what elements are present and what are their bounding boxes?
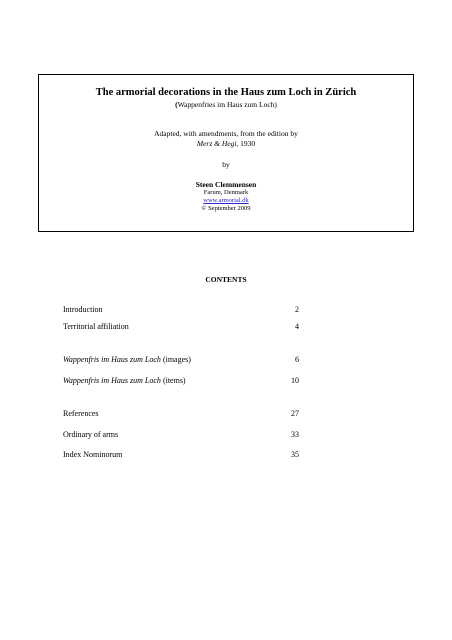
title-block bbox=[38, 74, 414, 232]
adapted-note: Adapted, with amendments, from the edition by bbox=[154, 129, 298, 138]
toc-page: 6 bbox=[295, 355, 299, 364]
subtitle-open-paren: ( bbox=[175, 100, 178, 109]
document-title: The armorial decorations in the Haus zum Loch in Zürich bbox=[95, 87, 357, 98]
toc-page: 35 bbox=[291, 450, 299, 459]
toc-label-suffix: (items) bbox=[160, 376, 186, 385]
toc-page: 10 bbox=[291, 376, 299, 385]
website-link[interactable]: www.armorial.dk bbox=[203, 197, 249, 204]
toc-item-ordinary-of-arms[interactable] bbox=[63, 430, 299, 442]
toc-page: 2 bbox=[295, 305, 299, 314]
toc-page: 33 bbox=[291, 430, 299, 439]
toc-item-wappenfris-items[interactable] bbox=[63, 376, 299, 388]
edition-credit bbox=[39, 139, 413, 148]
toc-item-introduction[interactable] bbox=[63, 305, 299, 317]
document-subtitle bbox=[39, 100, 413, 109]
author-place: Farum, Denmark bbox=[203, 189, 249, 196]
toc-item-references[interactable] bbox=[63, 409, 299, 421]
toc-label: Territorial affiliation bbox=[63, 322, 129, 331]
edition-year: , 1930 bbox=[236, 139, 256, 148]
toc-item-territorial-affiliation[interactable] bbox=[63, 322, 299, 334]
toc-label: References bbox=[63, 409, 99, 418]
toc-label bbox=[63, 355, 191, 364]
toc-label: Ordinary of arms bbox=[63, 430, 119, 439]
author-name: Steen Clemmensen bbox=[195, 180, 257, 189]
edition-authors: Merz & Hegi bbox=[196, 139, 237, 148]
toc-label-italic: Wappenfris im Haus zum Loch bbox=[63, 376, 161, 385]
by-line: by bbox=[222, 160, 230, 169]
contents-heading: CONTENTS bbox=[205, 275, 247, 284]
toc-label: Introduction bbox=[63, 305, 103, 314]
copyright-note: © September 2009 bbox=[201, 205, 251, 212]
toc-page: 27 bbox=[291, 409, 299, 418]
toc-label-italic: Wappenfris im Haus zum Loch bbox=[63, 355, 161, 364]
toc-page: 4 bbox=[295, 322, 299, 331]
toc-label: Index Nominorum bbox=[63, 450, 123, 459]
toc-item-wappenfris-images[interactable] bbox=[63, 355, 299, 367]
toc-label-suffix: (images) bbox=[160, 355, 191, 364]
toc-item-index-nominorum[interactable] bbox=[63, 450, 299, 462]
toc-label bbox=[63, 376, 186, 385]
subtitle-text: Wappenfries im Haus zum Loch) bbox=[177, 100, 277, 109]
